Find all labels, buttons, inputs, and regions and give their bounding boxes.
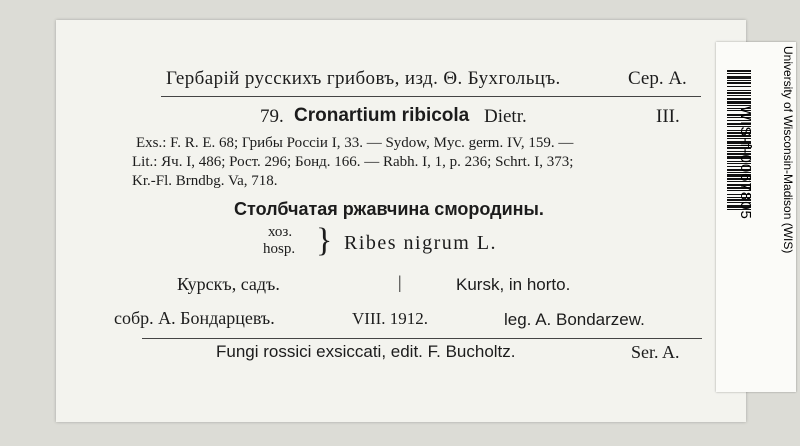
barcode-bar [727,98,751,100]
barcode-bar [727,70,751,72]
collector-ru: собр. А. Бондарцевъ. [114,308,275,328]
stage: III. [656,106,680,127]
institution-name: University of Wisconsin-Madison (WIS) [781,46,795,254]
herbarium-header: Гербарій русскихъ грибовъ, изд. Θ. Бухгольцъ. [166,68,561,89]
species-name: Cronartium ribicola [294,105,470,126]
collector-lat: leg. A. Bondarzew. [504,310,645,329]
barcode-bar [727,86,751,87]
host-name: Ribes nigrum L. [344,232,498,254]
specimen-label [56,20,746,422]
barcode-bar [727,76,751,79]
collection-date: VIII. 1912. [352,309,429,328]
series-lat: Ser. A. [631,342,680,362]
barcode-bar [727,73,751,74]
locality-lat: Kursk, in horto. [456,275,571,294]
specimen-number: 79. [260,106,284,127]
footer-rule [142,338,702,339]
species-author: Dietr. [484,106,527,127]
literature-line-2: Kr.-Fl. Brndbg. Va, 718. [132,173,278,189]
barcode-bar [727,101,751,104]
barcode-bar [727,95,751,96]
host-brace: } [316,222,333,259]
footer-title: Fungi rossici exsiccati, edit. F. Bucholtz. [216,342,516,361]
barcode-bar [727,92,751,94]
header-rule [161,96,701,97]
barcode-label [716,42,796,392]
catalog-number: WIS-f-0067805 [737,106,754,220]
barcode-bar [727,82,751,84]
barcode-bar [727,90,751,91]
barcode-bar [727,80,751,81]
common-name: Столбчатая ржавчина смородины. [234,199,544,219]
locality-ru: Курскъ, садъ. [177,274,280,294]
locality-divider: | [398,272,402,292]
series-ru: Сер. А. [628,68,687,89]
literature-line: Lit.: Яч. I, 486; Рост. 296; Бонд. 166. — Rabh. I, 1, p. 236; Schrt. I, 373; [132,154,574,170]
host-label-lat: hosp. [263,241,296,257]
exsiccatae-line: Exs.: F. R. E. 68; Грибы Россіи I, 33. — Sydow, Myc. germ. IV, 159. — [136,135,574,151]
host-label-ru: хоз. [268,224,293,240]
